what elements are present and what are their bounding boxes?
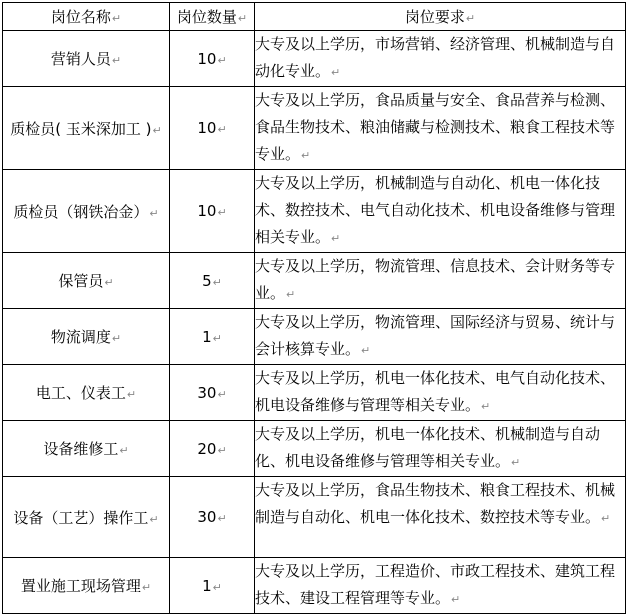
header-position: 岗位名称↵ bbox=[3, 3, 170, 31]
requirement-cell: 大专及以上学历，食品质量与安全、食品营养与检测、食品生物技术、粮油储藏与检测技术、粮食工程技术等专业。↵ bbox=[255, 87, 626, 170]
count-cell: 1↵ bbox=[170, 558, 255, 614]
count-cell: 10↵ bbox=[170, 170, 255, 253]
count-cell: 1↵ bbox=[170, 309, 255, 365]
table-row bbox=[3, 558, 626, 614]
requirement-cell: 大专及以上学历，食品生物技术、粮食工程技术、机械制造与自动化、机电一体化技术、数控技术等专业。↵ bbox=[255, 477, 626, 558]
requirement-cell: 大专及以上学历，物流管理、国际经济与贸易、统计与会计核算专业。↵ bbox=[255, 309, 626, 365]
requirement-cell: 大专及以上学历，机电一体化技术、机械制造与自动化、机电设备维修与管理等相关专业。↵ bbox=[255, 421, 626, 477]
requirement-cell: 大专及以上学历，物流管理、信息技术、会计财务等专业。↵ bbox=[255, 253, 626, 309]
position-cell: 质检员（钢铁冶金）↵ bbox=[3, 170, 170, 253]
count-cell: 5↵ bbox=[170, 253, 255, 309]
position-cell: 物流调度↵ bbox=[3, 309, 170, 365]
table-row bbox=[3, 170, 626, 253]
requirement-cell: 大专及以上学历，市场营销、经济管理、机械制造与自动化专业。↵ bbox=[255, 31, 626, 87]
requirement-cell: 大专及以上学历，机械制造与自动化、机电一体化技术、数控技术、电气自动化技术、机电设备维修与管理相关专业。↵ bbox=[255, 170, 626, 253]
count-cell: 30↵ bbox=[170, 477, 255, 558]
position-cell: 设备（工艺）操作工↵ bbox=[3, 477, 170, 558]
position-cell: 电工、仪表工↵ bbox=[3, 365, 170, 421]
position-cell: 保管员↵ bbox=[3, 253, 170, 309]
count-cell: 20↵ bbox=[170, 421, 255, 477]
table-row bbox=[3, 309, 626, 365]
count-cell: 10↵ bbox=[170, 31, 255, 87]
table-row bbox=[3, 31, 626, 87]
table-row bbox=[3, 421, 626, 477]
position-cell: 质检员( 玉米深加工 )↵ bbox=[3, 87, 170, 170]
header-requirement: 岗位要求↵ bbox=[255, 3, 626, 31]
header-count: 岗位数量↵ bbox=[170, 3, 255, 31]
job-requirements-table bbox=[2, 2, 626, 614]
table-row bbox=[3, 365, 626, 421]
position-cell: 置业施工现场管理↵ bbox=[3, 558, 170, 614]
header-row bbox=[3, 3, 626, 31]
position-cell: 营销人员↵ bbox=[3, 31, 170, 87]
requirement-cell: 大专及以上学历，机电一体化技术、电气自动化技术、机电设备维修与管理等相关专业。↵ bbox=[255, 365, 626, 421]
count-cell: 10↵ bbox=[170, 87, 255, 170]
position-cell: 设备维修工↵ bbox=[3, 421, 170, 477]
table-row bbox=[3, 477, 626, 558]
count-cell: 30↵ bbox=[170, 365, 255, 421]
requirement-cell: 大专及以上学历，工程造价、市政工程技术、建筑工程技术、建设工程管理等专业。↵ bbox=[255, 558, 626, 614]
table-row bbox=[3, 253, 626, 309]
table-row bbox=[3, 87, 626, 170]
